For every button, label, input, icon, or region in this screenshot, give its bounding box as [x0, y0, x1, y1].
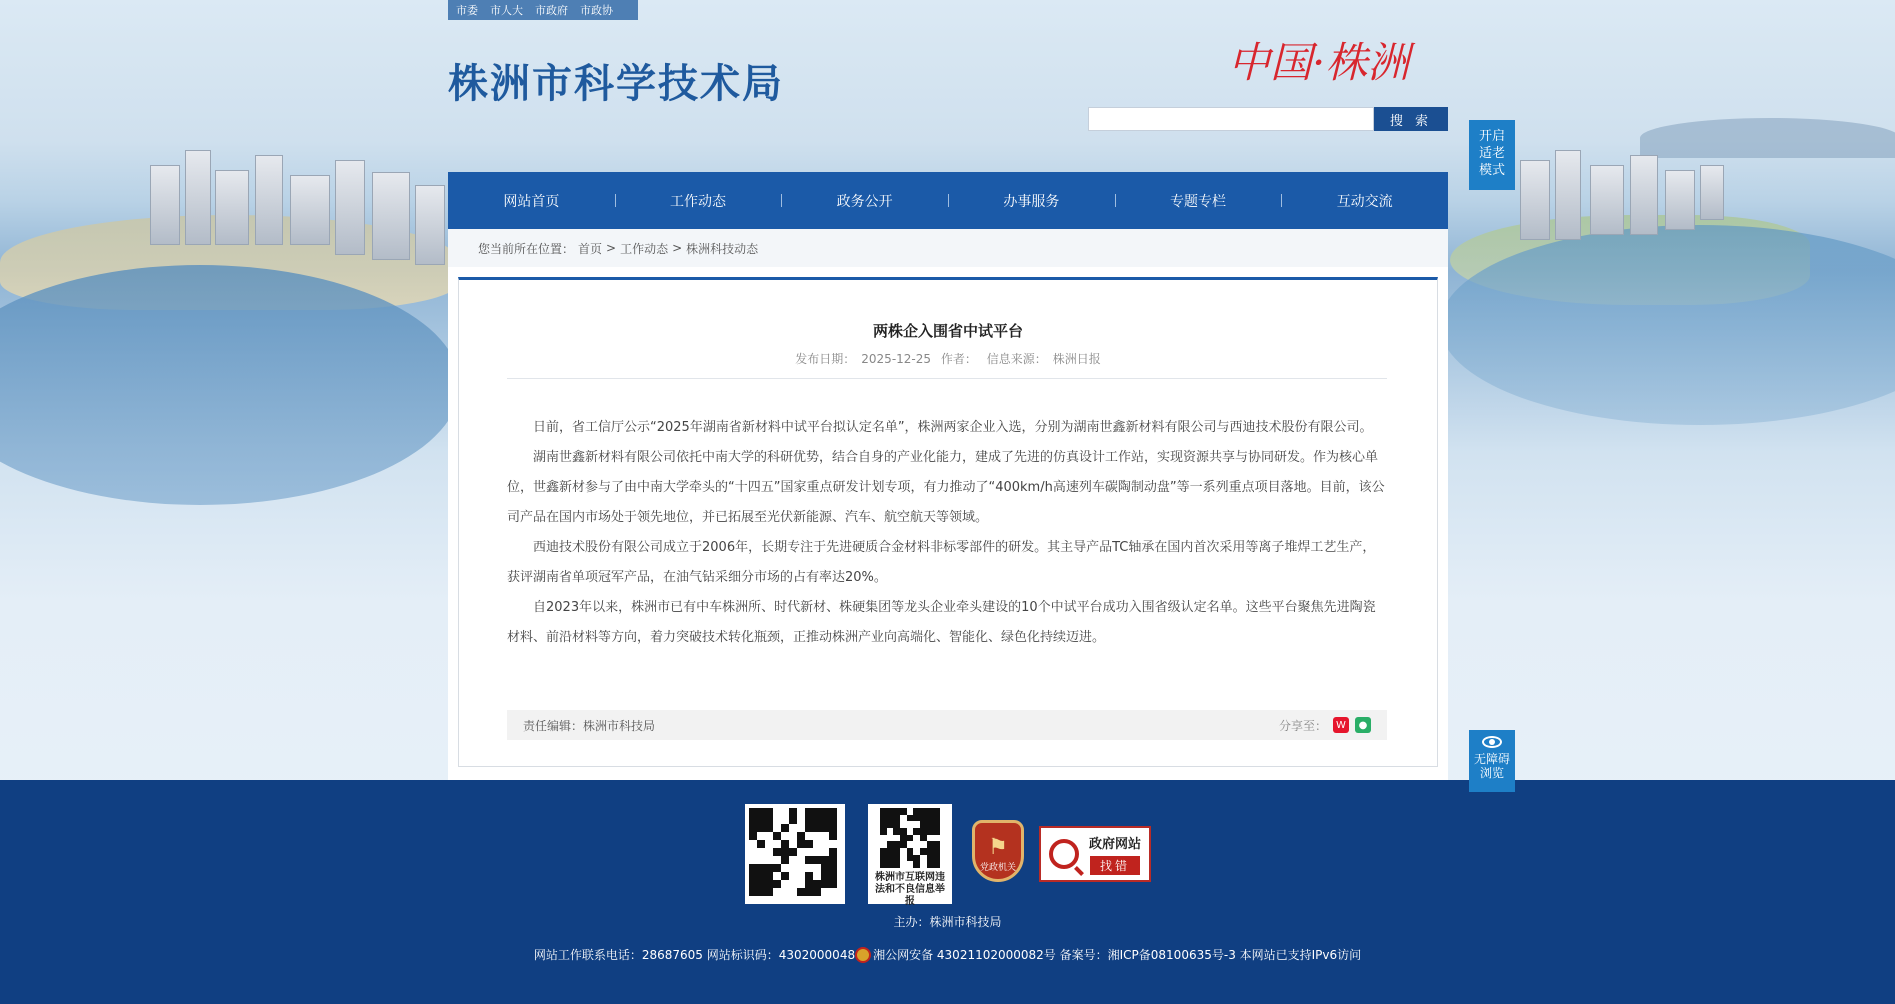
breadcrumb-home[interactable]: 首页 — [578, 241, 603, 256]
qr-cell — [749, 840, 757, 848]
qr-cell — [781, 832, 789, 840]
qr-cell — [773, 840, 781, 848]
elder-mode-label-1: 开启 — [1478, 129, 1505, 144]
qr-cell — [933, 808, 940, 815]
qr-cell — [907, 821, 914, 828]
qr-cell — [797, 864, 805, 872]
qr-cell — [887, 848, 894, 855]
article-meta — [459, 350, 1437, 367]
qr-cell — [749, 888, 757, 896]
qr-code-image — [880, 808, 940, 868]
qr-cell — [913, 821, 920, 828]
link-party-committee[interactable]: 市委 — [456, 4, 478, 17]
breadcrumb-tech-news[interactable]: 株洲科技动态 — [686, 241, 759, 256]
qr-cell — [920, 835, 927, 842]
qr-cell — [900, 855, 907, 862]
qr-cell — [829, 832, 837, 840]
qr-cell — [805, 848, 813, 856]
qr-cell — [900, 808, 907, 815]
publish-date: 2025-12-25 — [861, 352, 932, 366]
qr-cell — [893, 855, 900, 862]
qr-cell — [789, 888, 797, 896]
qr-cell — [813, 840, 821, 848]
qr-cell — [805, 832, 813, 840]
gov-error-line1: 政府网站 — [1089, 837, 1142, 852]
qr-cell — [789, 824, 797, 832]
qr-cell — [773, 824, 781, 832]
qr-cell — [821, 864, 829, 872]
elder-mode-label-3: 模式 — [1478, 163, 1505, 178]
elder-mode-button[interactable] — [1469, 120, 1515, 190]
link-municipal-government[interactable]: 市政府 — [535, 4, 568, 17]
qr-cell — [900, 821, 907, 828]
qr-cell — [920, 808, 927, 815]
breadcrumb-separator: > — [606, 241, 617, 255]
qr-code-image — [749, 808, 837, 896]
qr-cell — [893, 828, 900, 835]
gov-error-line2: 找错 — [1090, 856, 1140, 875]
accessibility-label-2: 浏览 — [1479, 766, 1504, 780]
qr-cell — [797, 824, 805, 832]
qr-cell — [880, 808, 887, 815]
building — [1520, 160, 1550, 240]
qr-cell — [920, 821, 927, 828]
breadcrumb-separator: > — [672, 241, 683, 255]
qr-cell — [805, 856, 813, 864]
qr-cell — [933, 821, 940, 828]
qr-cell — [749, 880, 757, 888]
qr-cell — [797, 888, 805, 896]
qr-cell — [813, 832, 821, 840]
qr-cell — [749, 824, 757, 832]
qr-cell — [789, 872, 797, 880]
qr-cell — [880, 848, 887, 855]
nav-gov-affairs[interactable]: 政务公开 — [781, 172, 948, 229]
qr-cell — [781, 864, 789, 872]
qr-cell — [805, 808, 813, 816]
site-footer — [0, 780, 1895, 1004]
qr-cell — [900, 848, 907, 855]
qr-cell — [813, 880, 821, 888]
article-paragraph: 西迪技术股份有限公司成立于2006年，长期专注于先进硬质合金材料非标零部件的研发。其主导产品TC轴承在国内首次采用等离子堆焊工艺生产，获评湖南省单项冠军产品，在油气钻采细分市场的占有率达20%。 — [507, 540, 1376, 585]
qr-cell — [900, 861, 907, 868]
qr-cell — [829, 872, 837, 880]
qr-cell — [813, 888, 821, 896]
qr-cell — [773, 808, 781, 816]
qr-cell — [773, 888, 781, 896]
qr-cell — [893, 835, 900, 842]
weibo-icon[interactable]: W — [1333, 717, 1349, 733]
qr-cell — [749, 872, 757, 880]
qr-cell — [789, 808, 797, 816]
qr-cell — [920, 848, 927, 855]
qr-cell — [765, 840, 773, 848]
qr-cell — [813, 872, 821, 880]
nav-interaction[interactable]: 互动交流 — [1281, 172, 1448, 229]
qr-cell — [773, 848, 781, 856]
qr-cell — [789, 832, 797, 840]
article-footer-bar — [507, 710, 1387, 740]
qr-cell — [907, 841, 914, 848]
qr-cell — [900, 835, 907, 842]
qr-cell — [933, 848, 940, 855]
qr-cell — [913, 861, 920, 868]
qr-cell — [927, 841, 934, 848]
qr-cell — [781, 872, 789, 880]
qr-cell — [781, 880, 789, 888]
qr-cell — [765, 808, 773, 816]
qr-cell — [773, 880, 781, 888]
article-body — [507, 413, 1387, 653]
qr-cell — [821, 848, 829, 856]
link-peoples-congress[interactable]: 市人大 — [490, 4, 523, 17]
qr-cell — [829, 856, 837, 864]
qr-cell — [789, 880, 797, 888]
qr-cell — [749, 808, 757, 816]
qr-cell — [893, 861, 900, 868]
nav-special-topics[interactable]: 专题专栏 — [1115, 172, 1282, 229]
qr-cell — [805, 880, 813, 888]
qr-cell — [887, 861, 894, 868]
qr-cell — [913, 808, 920, 815]
qr-cell — [887, 841, 894, 848]
responsible-editor: 责任编辑：株洲市科技局 — [523, 718, 656, 733]
qr-cell — [797, 840, 805, 848]
qr-cell — [757, 840, 765, 848]
main-content — [448, 267, 1448, 780]
qr-cell — [813, 808, 821, 816]
building — [1665, 170, 1695, 230]
qr-cell — [893, 841, 900, 848]
qr-cell — [757, 816, 765, 824]
main-nav — [448, 172, 1448, 229]
qr-cell — [829, 808, 837, 816]
qr-cell — [797, 808, 805, 816]
article-paragraph: 湖南世鑫新材料有限公司依托中南大学的科研优势，结合自身的产业化能力，建成了先进的仿真设计工作站，实现资源共享与协同研发。作为核心单位，世鑫新材参与了由中南大学牵头的“十四五”国家重点研发计划专项，有力推动了“400km/h高速列车碳陶制动盘”等一系列重点项目落地。目前，该公司产品在国内市场处于领先地位，并已拓展至光伏新能源、汽车、航空航天等领域。 — [507, 450, 1385, 525]
qr-cell — [749, 864, 757, 872]
nav-services[interactable]: 办事服务 — [948, 172, 1115, 229]
source-value: 株洲日报 — [1052, 352, 1101, 366]
qr-cell — [887, 808, 894, 815]
breadcrumb — [448, 229, 1448, 267]
qr-cell — [757, 848, 765, 856]
qr-cell — [813, 816, 821, 824]
qr-cell — [880, 861, 887, 868]
qr-cell — [920, 855, 927, 862]
qr-cell — [927, 835, 934, 842]
qr-cell — [887, 855, 894, 862]
qr-cell — [805, 872, 813, 880]
qr-cell — [880, 828, 887, 835]
qr-cell — [920, 815, 927, 822]
qr-cell — [913, 848, 920, 855]
building — [372, 172, 410, 260]
qr-cell — [765, 888, 773, 896]
gov-site-error-report[interactable] — [1039, 826, 1151, 882]
qr-cell — [821, 832, 829, 840]
magnifier-icon — [1049, 839, 1079, 869]
qr-cell — [797, 848, 805, 856]
qr-cell — [757, 856, 765, 864]
qr-cell — [765, 848, 773, 856]
wechat-qr-code — [745, 804, 845, 904]
qr-cell — [781, 856, 789, 864]
host-info: 主办：株洲市科技局 — [893, 915, 1002, 929]
building — [290, 175, 330, 245]
qr-cell — [880, 835, 887, 842]
qr-cell — [920, 841, 927, 848]
qr-cell — [765, 824, 773, 832]
badge-emblem-icon: ⚑ — [988, 835, 1008, 860]
qr-cell — [757, 832, 765, 840]
qr-cell — [813, 856, 821, 864]
qr-cell — [887, 815, 894, 822]
qr-cell — [765, 864, 773, 872]
qr-cell — [773, 816, 781, 824]
title-divider — [507, 378, 1387, 379]
qr-cell — [757, 824, 765, 832]
qr-cell — [781, 816, 789, 824]
qr-cell — [781, 840, 789, 848]
qr-cell — [773, 832, 781, 840]
author-label: 作者： — [940, 352, 977, 366]
qr-cell — [773, 856, 781, 864]
accessibility-button[interactable] — [1469, 730, 1515, 792]
qr-cell — [907, 861, 914, 868]
china-zhuzhou-logo: 中国·株洲 — [1228, 38, 1410, 87]
link-cppcc[interactable]: 市政协 — [580, 4, 613, 17]
qr-cell — [887, 828, 894, 835]
qr-cell — [893, 808, 900, 815]
badge-label: 党政机关 — [979, 863, 1016, 873]
qr-cell — [797, 832, 805, 840]
building — [1630, 155, 1658, 235]
breadcrumb-prefix: 您当前所在位置： — [478, 241, 575, 256]
police-badge-icon — [855, 947, 871, 963]
qr-cell — [757, 808, 765, 816]
qr-cell — [781, 808, 789, 816]
report-qr-caption: 株洲市互联网违法和不良信息举报 — [875, 872, 945, 907]
qr-cell — [765, 856, 773, 864]
qr-cell — [813, 848, 821, 856]
qr-cell — [749, 856, 757, 864]
contact-info: 网站工作联系电话：28687605 网站标识码：4302000048 — [533, 948, 856, 962]
source-label: 信息来源： — [986, 352, 1047, 366]
qr-cell — [927, 855, 934, 862]
qr-cell — [927, 828, 934, 835]
qr-cell — [789, 840, 797, 848]
qr-cell — [880, 815, 887, 822]
qr-cell — [789, 856, 797, 864]
qr-cell — [907, 828, 914, 835]
qr-cell — [829, 888, 837, 896]
qr-cell — [773, 872, 781, 880]
article-title: 两株企入围省中试平台 — [872, 322, 1023, 340]
qr-cell — [781, 824, 789, 832]
qr-cell — [887, 835, 894, 842]
qr-cell — [907, 835, 914, 842]
qr-cell — [757, 872, 765, 880]
qr-cell — [933, 828, 940, 835]
building — [255, 155, 283, 245]
qr-cell — [829, 864, 837, 872]
qr-cell — [920, 828, 927, 835]
qr-cell — [927, 815, 934, 822]
report-qr-code[interactable] — [868, 804, 952, 907]
distant-mountain — [1640, 118, 1895, 158]
qr-cell — [805, 864, 813, 872]
elder-mode-label-2: 适老 — [1478, 146, 1505, 161]
qr-cell — [829, 824, 837, 832]
qr-cell — [773, 864, 781, 872]
footer-info-line — [0, 946, 1895, 963]
qr-cell — [757, 864, 765, 872]
qr-cell — [913, 835, 920, 842]
qr-cell — [805, 816, 813, 824]
qr-cell — [907, 815, 914, 822]
qr-cell — [829, 840, 837, 848]
qr-cell — [913, 841, 920, 848]
qr-cell — [821, 816, 829, 824]
qr-cell — [749, 816, 757, 824]
qr-cell — [829, 816, 837, 824]
police-record[interactable]: 湘公网安备 43021102000082号 — [873, 948, 1056, 962]
qr-cell — [900, 815, 907, 822]
qr-cell — [765, 832, 773, 840]
qr-cell — [789, 816, 797, 824]
qr-cell — [805, 824, 813, 832]
qr-cell — [757, 888, 765, 896]
qr-cell — [813, 824, 821, 832]
share-label: 分享至： — [1278, 718, 1327, 733]
qr-cell — [821, 888, 829, 896]
nav-work-news[interactable]: 工作动态 — [615, 172, 782, 229]
qr-cell — [813, 864, 821, 872]
qr-cell — [821, 840, 829, 848]
qr-cell — [933, 861, 940, 868]
qr-cell — [880, 841, 887, 848]
qr-cell — [781, 848, 789, 856]
qr-cell — [907, 855, 914, 862]
qr-cell — [765, 872, 773, 880]
qr-cell — [880, 821, 887, 828]
qr-cell — [913, 855, 920, 862]
qr-cell — [927, 808, 934, 815]
qr-cell — [913, 828, 920, 835]
qr-cell — [821, 880, 829, 888]
qr-cell — [749, 848, 757, 856]
building — [215, 170, 249, 245]
qr-cell — [821, 824, 829, 832]
qr-cell — [805, 840, 813, 848]
qr-cell — [821, 856, 829, 864]
qr-cell — [893, 821, 900, 828]
qr-cell — [821, 808, 829, 816]
search-input[interactable] — [1088, 107, 1374, 131]
qr-cell — [781, 888, 789, 896]
date-label: 发布日期： — [795, 352, 856, 366]
qr-cell — [927, 848, 934, 855]
qr-cell — [907, 848, 914, 855]
building — [1590, 165, 1624, 235]
icp-record[interactable]: 备案号：湘ICP备08100635号-3 本网站已支持IPv6访问 — [1059, 948, 1362, 962]
qr-cell — [789, 864, 797, 872]
eye-icon — [1482, 736, 1502, 748]
article-paragraph: 日前，省工信厅公示“2025年湖南省新材料中试平台拟认定名单”，株洲两家企业入选，分别为湖南世鑫新材料有限公司与西迪技术股份有限公司。 — [533, 420, 1373, 435]
qr-cell — [765, 816, 773, 824]
article-paragraph: 自2023年以来，株洲市已有中车株洲所、时代新材、株硬集团等龙头企业牵头建设的10个中试平台成功入围省级认定名单。这些平台聚焦先进陶瓷材料、前沿材料等方向，着力突破技术转化瓶颈，正推动株洲产业向高端化、智能化、绿色化持续迈进。 — [507, 600, 1376, 645]
qr-cell — [757, 880, 765, 888]
qr-cell — [797, 880, 805, 888]
qr-cell — [927, 821, 934, 828]
qr-cell — [933, 835, 940, 842]
qr-cell — [913, 815, 920, 822]
qr-cell — [797, 816, 805, 824]
qr-cell — [933, 841, 940, 848]
building — [1700, 165, 1724, 220]
nav-home[interactable]: 网站首页 — [503, 193, 560, 210]
qr-cell — [887, 821, 894, 828]
wechat-icon[interactable]: ● — [1355, 717, 1371, 733]
qr-cell — [920, 861, 927, 868]
qr-cell — [893, 848, 900, 855]
qr-cell — [749, 832, 757, 840]
search-bar — [1088, 107, 1448, 131]
building — [335, 160, 365, 255]
breadcrumb-work-news[interactable]: 工作动态 — [620, 241, 669, 256]
qr-cell — [797, 872, 805, 880]
site-title[interactable]: 株洲市科学技术局 — [448, 61, 784, 107]
qr-cell — [821, 872, 829, 880]
qr-cell — [900, 828, 907, 835]
qr-cell — [805, 888, 813, 896]
building — [150, 165, 180, 245]
building — [1555, 150, 1581, 240]
building — [185, 150, 211, 245]
search-button[interactable]: 搜 索 — [1374, 107, 1448, 131]
gov-error-text — [1089, 833, 1141, 875]
share-group — [1279, 717, 1371, 734]
qr-cell — [927, 861, 934, 868]
top-links-bar — [448, 0, 638, 20]
qr-cell — [933, 855, 940, 862]
qr-cell — [797, 856, 805, 864]
qr-cell — [893, 815, 900, 822]
qr-cell — [880, 855, 887, 862]
qr-cell — [829, 880, 837, 888]
qr-cell — [765, 880, 773, 888]
building — [415, 185, 445, 265]
qr-cell — [829, 848, 837, 856]
qr-cell — [933, 815, 940, 822]
accessibility-label-1: 无障碍 — [1473, 752, 1510, 766]
qr-cell — [907, 808, 914, 815]
qr-cell — [789, 848, 797, 856]
qr-cell — [900, 841, 907, 848]
party-gov-badge[interactable] — [972, 820, 1024, 882]
article-card — [458, 277, 1438, 767]
